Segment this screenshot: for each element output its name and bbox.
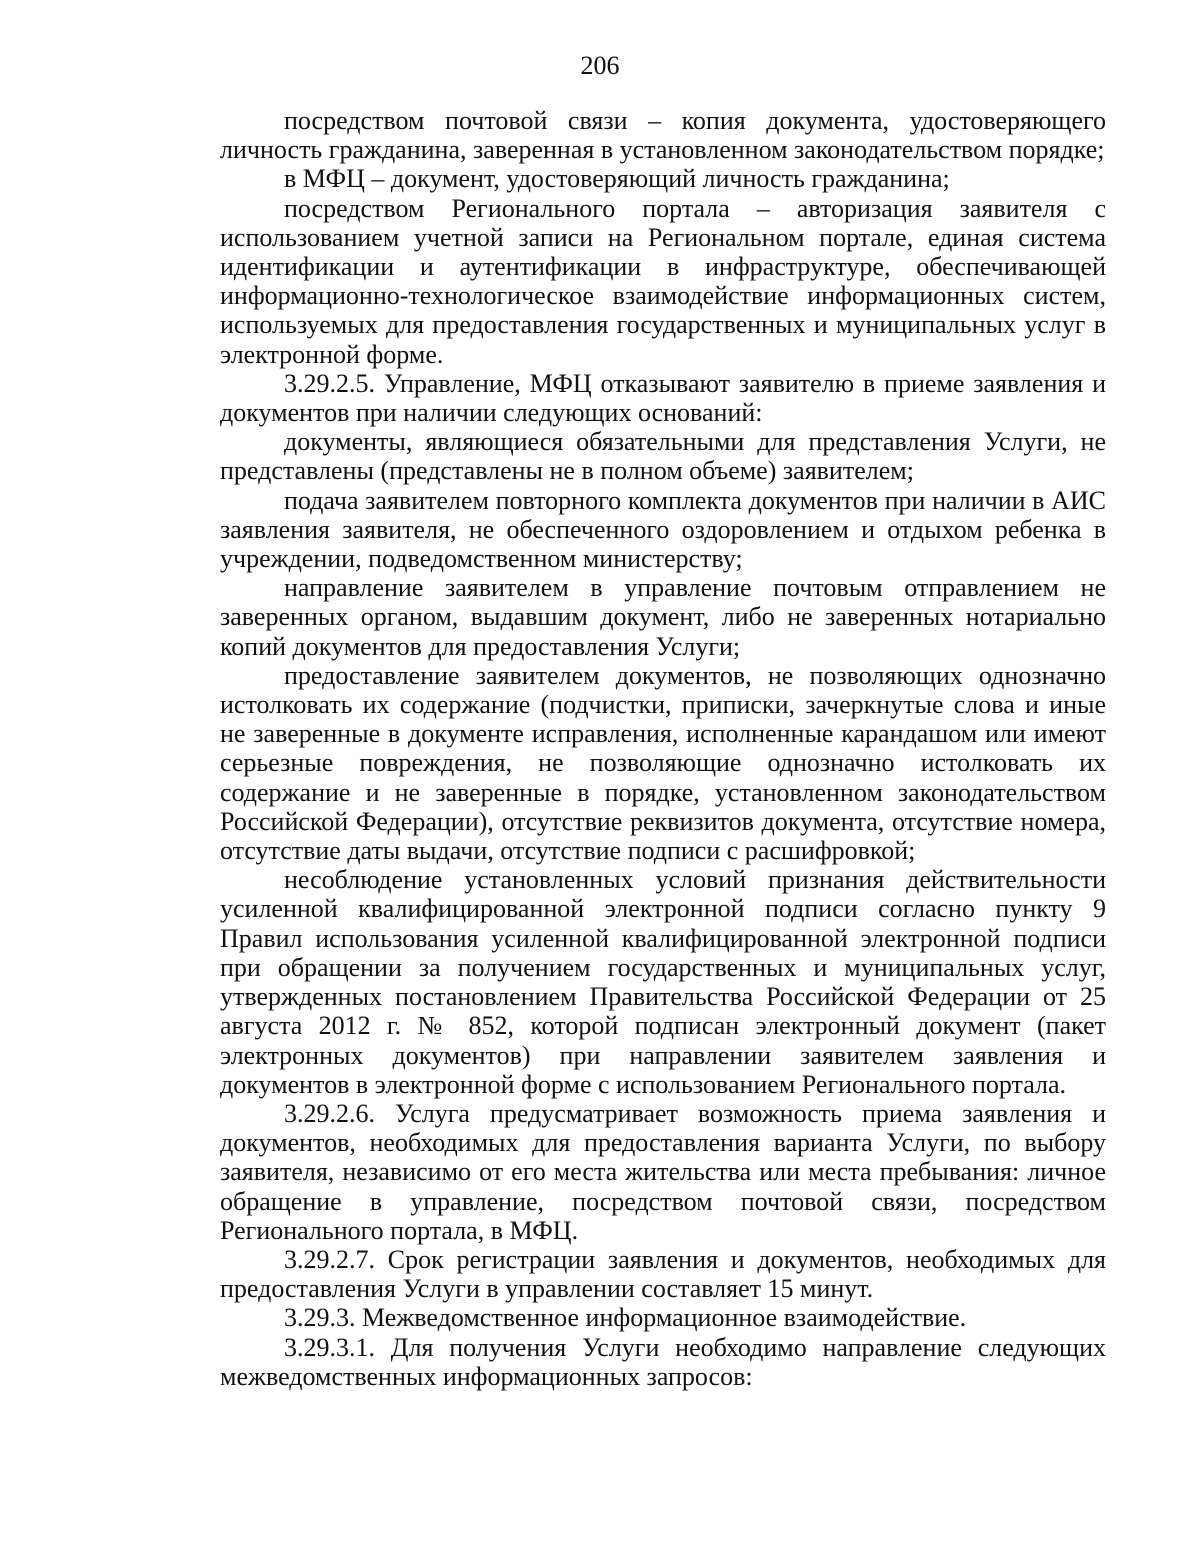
paragraph-3-29-3: 3.29.3. Межведомственное информационное взаимодействие. (284, 1303, 967, 1333)
paragraph-regional-portal-auth: посредством Регионального портала – авторизация заявителя с использованием учетной записи на Региональном портале, единая система идентификации и аутентификации в инфраструктуре, обеспечивающей информационно-технологическое взаимодействие информационных систем, используемых для предоставления государственных и муниципальных услуг в электронной форме. (220, 193, 1106, 369)
paragraph-mfc-document: в МФЦ – документ, удостоверяющий личность гражданина; (284, 164, 950, 194)
paragraph-electronic-signature: несоблюдение установленных условий признания действительности усиленной квалифицированной электронной подписи согласно пункту 9 Правил использования усиленной квалифицированной электронной подписи при обращении за получением государственных и муниципальных услуг, утвержденных постановлением Правительства Российской Федерации от 25 августа 2012 г. № 852, которой подписан электронный документ (пакет электронных документов) при направлении заявителем заявления и документов в электронной форме с использованием Регионального портала. (220, 865, 1106, 1099)
paragraph-documents-not-submitted: документы, являющиеся обязательными для представления Услуги, не представлены (представлены не в полном объеме) заявителем; (220, 427, 1106, 486)
paragraph-3-29-2-6: 3.29.2.6. Услуга предусматривает возможность приема заявления и документов, необходимых для предоставления варианта Услуги, по выбору заявителя, независимо от его места жительства или места пребывания: личное обращение в управление, посредством почтовой связи, посредством Регионального портала, в МФЦ. (220, 1098, 1106, 1245)
paragraph-uncertified-copies: направление заявителем в управление почтовым отправлением не заверенных органом, выдавшим документ, либо не заверенных нотариально копий документов для предоставления Услуги; (220, 573, 1106, 661)
page-number: 206 (580, 51, 620, 80)
paragraph-3-29-3-1: 3.29.3.1. Для получения Услуги необходимо направление следующих межведомственных информационных запросов: (220, 1332, 1106, 1391)
paragraph-3-29-2-5: 3.29.2.5. Управление, МФЦ отказывают заявителю в приеме заявления и документов при наличии следующих оснований: (220, 368, 1106, 428)
paragraph-ambiguous-documents: предоставление заявителем документов, не позволяющих однозначно истолковать их содержание (подчистки, приписки, зачеркнутые слова и иные не заверенные в документе исправления, исполненные карандашом или имеют серьезные повреждения, не позволяющие однозначно истолковать их содержание и не заверенные в порядке, установленном законодательством Российской Федерации), отсутствие реквизитов документа, отсутствие номера, отсутствие даты выдачи, отсутствие подписи с расшифровкой; (220, 660, 1106, 866)
paragraph-postal-copy: посредством почтовой связи – копия документа, удостоверяющего личность гражданина, заверенная в установленном законодательством порядке; (220, 106, 1106, 165)
paragraph-3-29-2-7: 3.29.2.7. Срок регистрации заявления и документов, необходимых для предоставления Услуги в управлении составляет 15 минут. (220, 1244, 1106, 1304)
paragraph-repeat-submission: подача заявителем повторного комплекта документов при наличии в АИС заявления заявителя, не обеспеченного оздоровлением и отдыхом ребенка в учреждении, подведомственном министерству; (220, 485, 1106, 574)
document-body (220, 106, 1106, 1391)
